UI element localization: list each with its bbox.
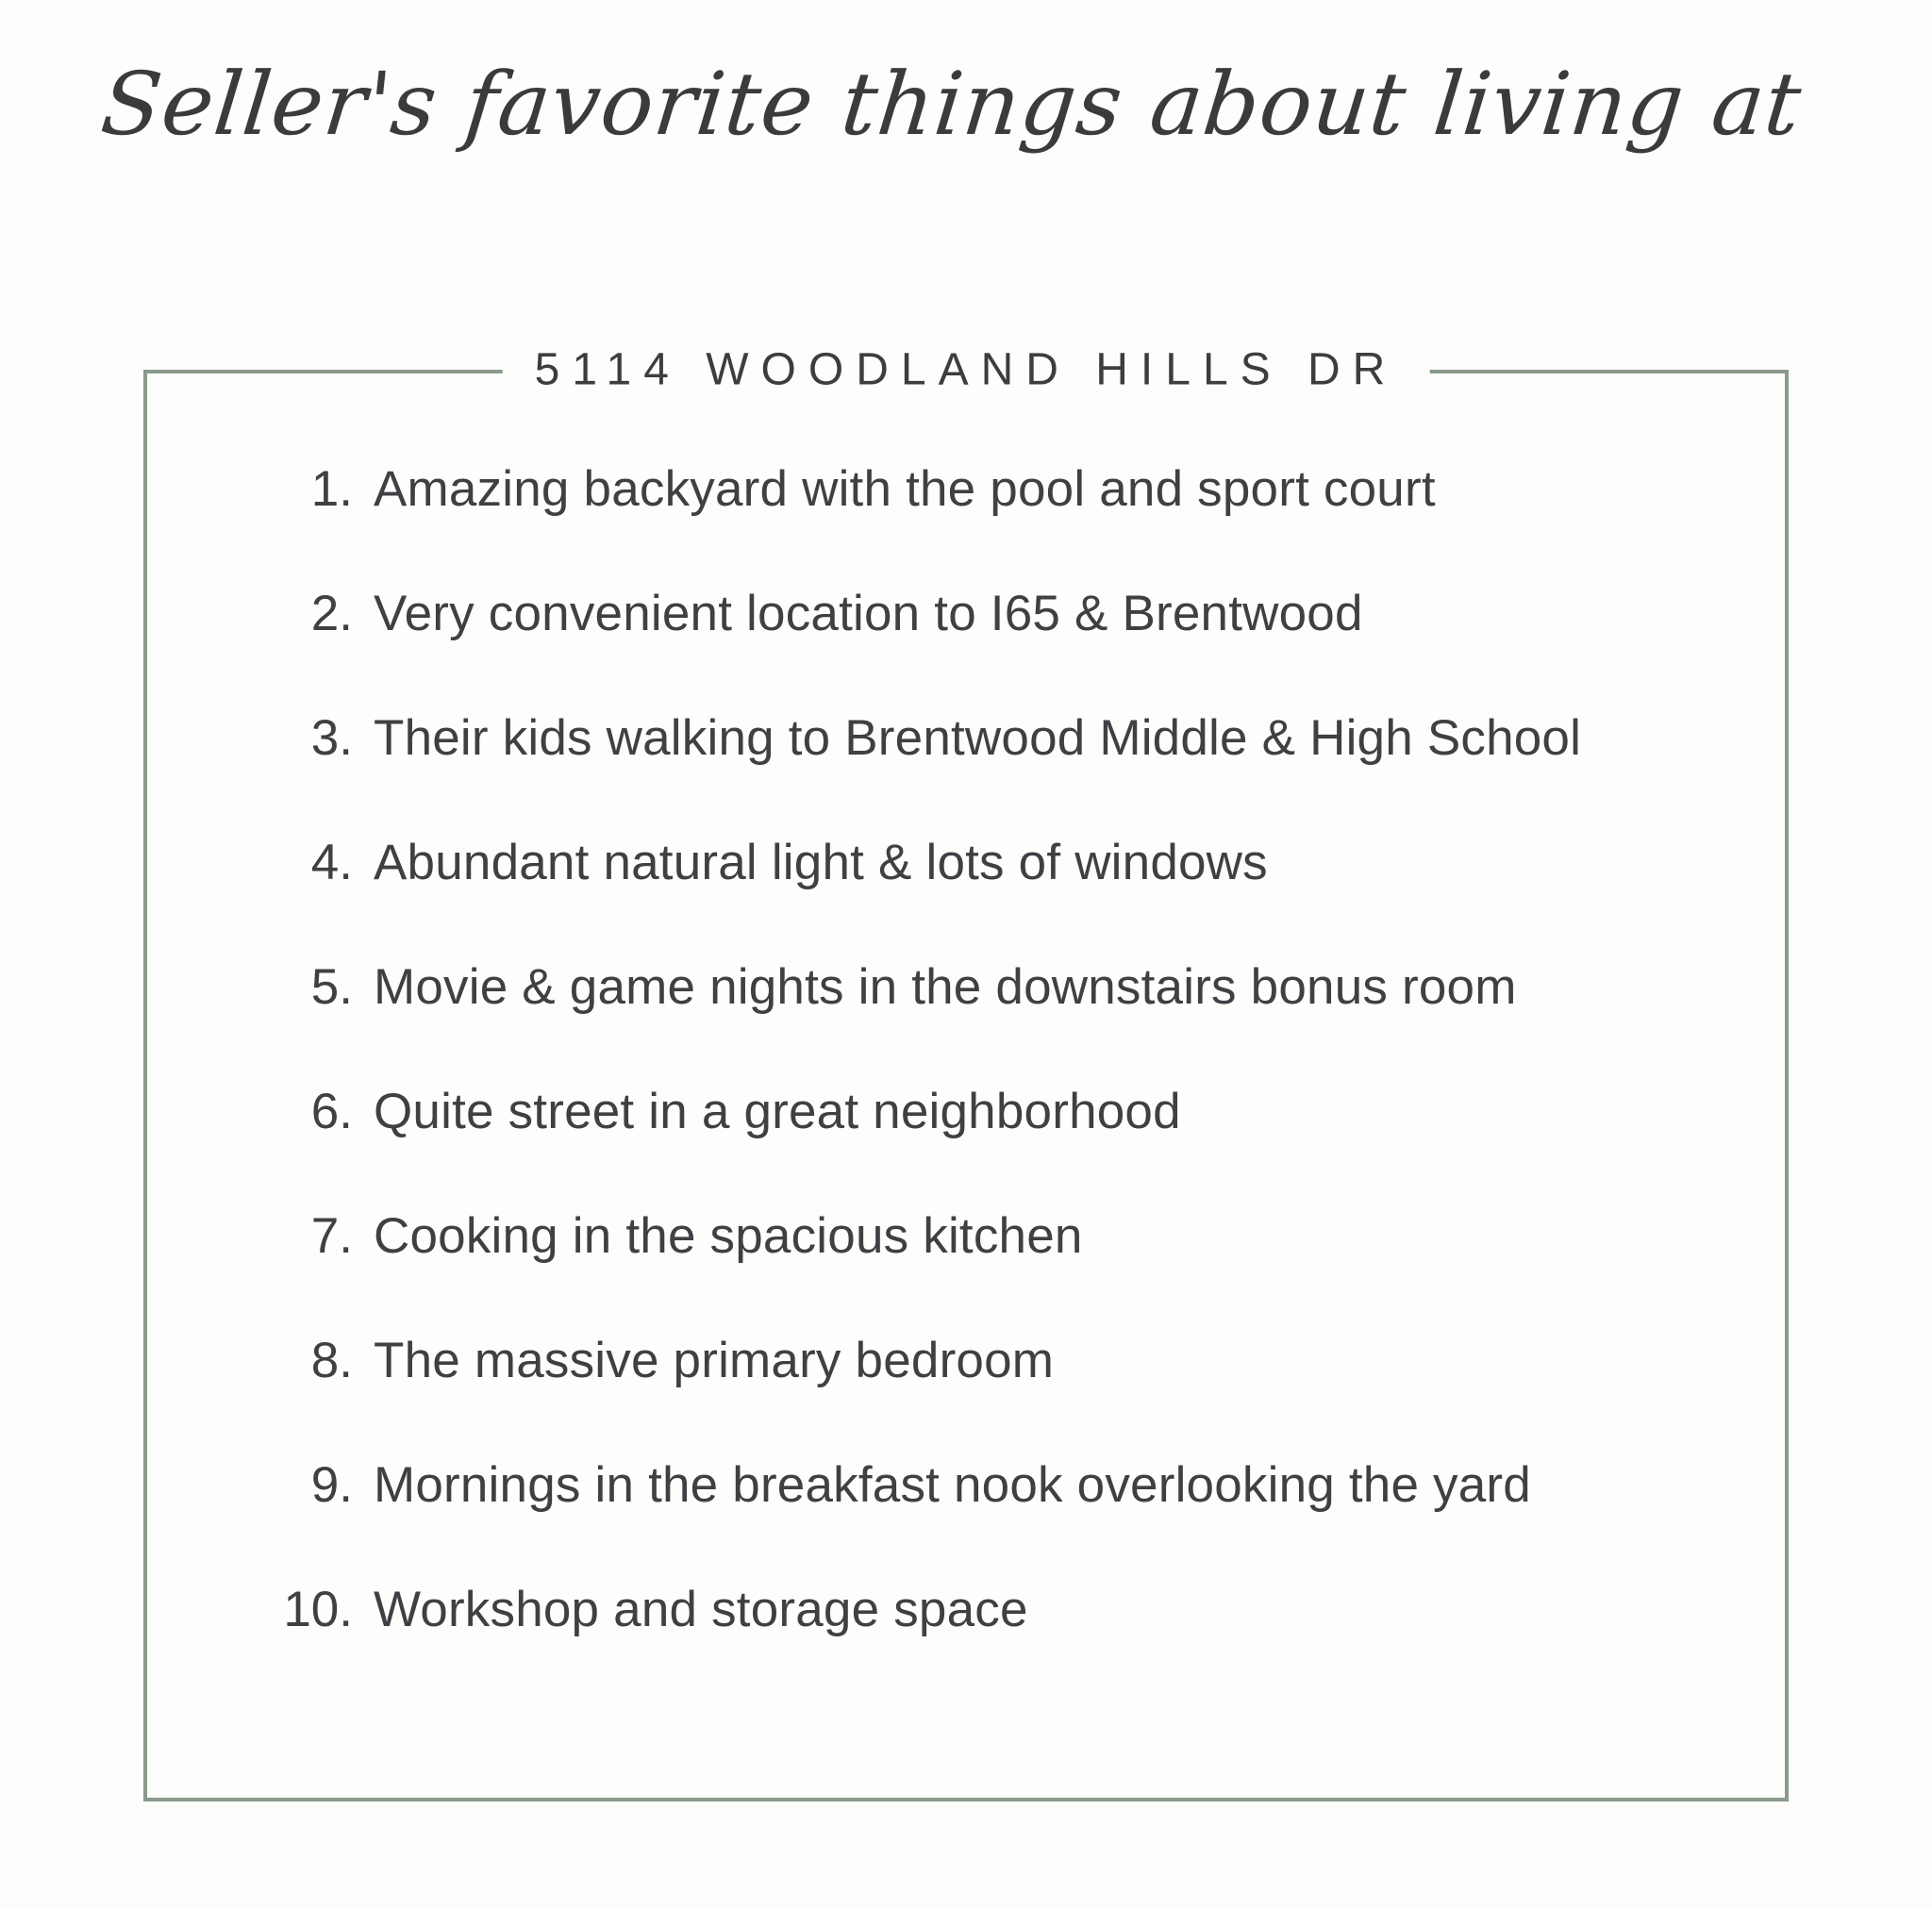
list-item [143, 710, 1789, 838]
list-item [143, 1208, 1789, 1336]
list-item-number: 10. [283, 1582, 353, 1637]
list-item-text: Their kids walking to Brentwood Middle & High School [374, 710, 1582, 766]
list-item-text: Amazing backyard with the pool and sport court [374, 461, 1436, 517]
favorites-list [143, 461, 1789, 1709]
list-item [143, 1333, 1789, 1460]
list-item [143, 1457, 1789, 1585]
list-item-number: 5. [310, 959, 353, 1015]
list-item [143, 1084, 1789, 1211]
list-item [143, 835, 1789, 962]
list-item-text: Mornings in the breakfast nook overlooking the yard [374, 1457, 1531, 1513]
list-item-text: The massive primary bedroom [374, 1333, 1055, 1388]
list-item-text: Abundant natural light & lots of windows [374, 835, 1268, 890]
list-item-text: Cooking in the spacious kitchen [374, 1208, 1083, 1264]
list-item [143, 461, 1789, 589]
script-headline: Seller's favorite things about living at [96, 54, 1807, 155]
list-item-number: 1. [310, 461, 353, 517]
list-item-text: Movie & game nights in the downstairs bonus room [374, 959, 1517, 1015]
list-item-number: 9. [310, 1457, 353, 1513]
list-item-text: Quite street in a great neighborhood [374, 1084, 1181, 1139]
list-item-number: 6. [310, 1084, 353, 1139]
property-address-title: 5114 WOODLAND HILLS DR [503, 344, 1430, 396]
list-item [143, 1582, 1789, 1709]
list-item-text: Very convenient location to I65 & Brentwood [374, 586, 1363, 641]
list-item-number: 7. [310, 1208, 353, 1264]
list-item [143, 586, 1789, 713]
list-item-number: 4. [310, 835, 353, 890]
list-item-number: 8. [310, 1333, 353, 1388]
list-item-number: 3. [310, 710, 353, 766]
list-item [143, 959, 1789, 1087]
list-item-text: Workshop and storage space [374, 1582, 1028, 1637]
list-item-number: 2. [310, 586, 353, 641]
